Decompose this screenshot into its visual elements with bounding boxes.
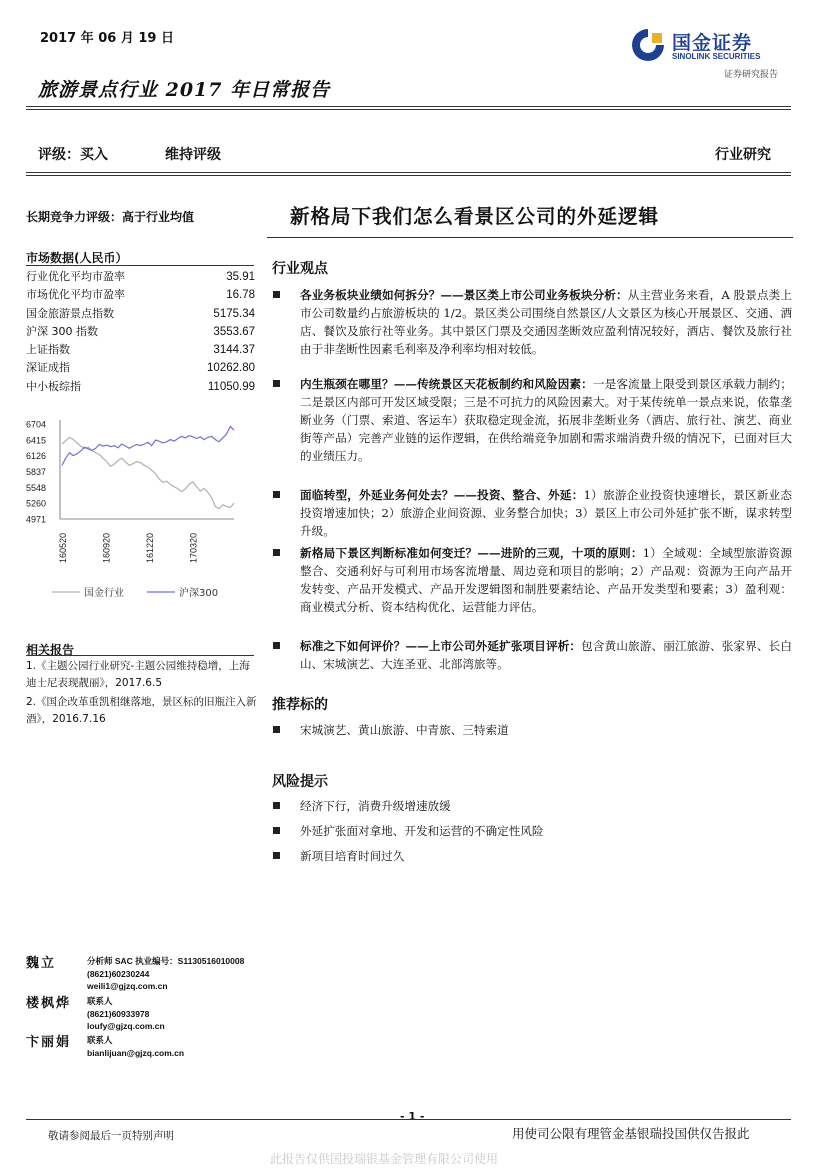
risk-text: 经济下行，消费升级增速放缓	[300, 799, 451, 813]
viewpoint-body: 一是客流量上限受到景区承载力制约；二是景区内部可开发区域受限；三是不可抗力的风险因素大。对于某传统单一景点来说，依靠垄断业务（门票、索道、客运车）获取稳定现金流，拓展非垄断业务（酒店、旅行社、演艺、商业街等产品）完善产业链的运作逻辑，在供给端竞争加剧和需求端消费升级的情况下，已面对巨大的业绩压力。	[300, 377, 792, 463]
viewpoint-item	[272, 375, 792, 465]
viewpoint-item	[272, 486, 792, 540]
header-rule-top	[26, 106, 791, 107]
section-industry-view: 行业观点	[272, 261, 328, 277]
viewpoint-lead: 面临转型，外延业务何处去？——投资、整合、外延：	[300, 488, 584, 502]
report-date: 2017 年 06 月 19 日	[40, 31, 174, 46]
recommend-item	[272, 721, 792, 739]
bullet-square-icon	[273, 852, 280, 859]
viewpoint-lead: 标准之下如何评价？——上市公司外延扩张项目评析：	[300, 639, 582, 653]
page-number: - 1 -	[400, 1110, 425, 1123]
series-line	[62, 426, 234, 465]
related-report-item[interactable]: 1.《主题公园行业研究-主题公园维持稳增，上海迪士尼表现靓丽》，2017.6.5	[26, 660, 250, 689]
long-term-rating: 长期竞争力评级：高于行业均值	[26, 210, 195, 224]
analyst-info	[87, 1034, 184, 1060]
market-data-title: 市场数据(人民币）	[26, 251, 128, 265]
y-tick-label: 4971	[26, 514, 47, 525]
y-tick-label: 5837	[26, 467, 47, 478]
bullet-square-icon	[273, 380, 280, 387]
section-risk: 风险提示	[272, 774, 328, 790]
y-tick-label: 6704	[26, 419, 47, 430]
viewpoint-lead: 新格局下景区判断标准如何变迁？——进阶的三观，十项的原则：	[300, 546, 643, 560]
report-title: 旅游景点行业 2017 年日常报告	[38, 79, 331, 101]
x-tick-label: 160920	[101, 532, 112, 563]
bullet-square-icon	[273, 549, 280, 556]
brand-name-cn: 国金证券	[672, 32, 753, 54]
viewpoint-text	[300, 375, 792, 465]
viewpoint-item	[272, 637, 792, 673]
analyst-info	[87, 995, 165, 1033]
report-type: 行业研究	[715, 147, 771, 163]
market-data-table	[26, 268, 255, 396]
market-row	[26, 378, 255, 396]
footer-watermark: 此报告仅供国投瑞银基金管理有限公司使用	[270, 1152, 499, 1166]
rating: 评级：买入	[38, 147, 108, 163]
viewpoint-body: 1）全域观：全域型旅游资源整合、交通利好与可利用市场客流增量、周边竞和项目的影响；2）产品观：资源为王向产品开发转变、产品开发模式、产品开发逻辑图和制胜要素结论、产品开发类型和要素；3）盈利观：商业模式分析、资本结构优化、运营能力评估。	[300, 546, 792, 614]
market-label: 上证指数	[26, 343, 70, 357]
bullet-square-icon	[273, 726, 280, 733]
analyst-info	[87, 955, 244, 993]
footer-note: 用使司公限有理管金基银瑞投国供仅告报此	[512, 1126, 750, 1141]
market-row	[26, 268, 255, 286]
market-row	[26, 305, 255, 323]
legend-label: 国金行业	[84, 588, 124, 599]
risk-text: 外延扩张面对拿地、开发和运营的不确定性风险	[300, 824, 544, 838]
brand-subtitle: 证券研究报告	[724, 70, 779, 80]
viewpoint-lead: 内生瓶颈在哪里？——传统景区天花板制约和风险因素：	[300, 377, 593, 391]
analyst-email[interactable]: bianlijuan@gjzq.com.cn	[87, 1048, 185, 1058]
x-tick-label: 161220	[145, 532, 155, 563]
related-report-item[interactable]: 2.《国企改革重凯相继落地，景区标的旧瓶注入新酒》，2016.7.16	[26, 696, 257, 725]
bullet-square-icon	[273, 827, 280, 834]
viewpoint-lead: 各业务板块业绩如何拆分？——景区类上市公司业务板块分析：	[300, 288, 628, 302]
market-label: 市场优化平均市盈率	[26, 288, 125, 302]
viewpoint-body: 1）旅游企业投资快速增长，景区新业态投资增速加快；2）旅游企业间资源、业务整合加快；3）景区上市公司外延扩张不断，谋求转型升级。	[300, 488, 792, 538]
analyst-phone: (8621)60230244	[87, 968, 150, 979]
market-value: 16.78	[226, 289, 255, 302]
risk-text: 新项目培育时间过久	[300, 849, 405, 863]
market-value: 10262.80	[207, 362, 255, 375]
market-value: 11050.99	[207, 380, 255, 393]
related-reports-rule	[26, 655, 254, 656]
x-tick-label: 170320	[188, 532, 199, 563]
section-recommend: 推荐标的	[272, 697, 328, 713]
recommend-text: 宋城演艺、黄山旅游、中青旅、三特索道	[300, 723, 509, 737]
market-label: 国金旅游景点指数	[26, 306, 114, 320]
market-label: 沪深 300 指数	[26, 324, 98, 338]
y-tick-label: 6415	[26, 435, 47, 446]
market-label: 中小板综指	[26, 379, 81, 393]
analyst-role: 分析师 SAC 执业编号：S1130516010008	[87, 956, 245, 966]
main-title-rule	[267, 237, 793, 238]
market-row	[26, 359, 255, 377]
bullet-square-icon	[273, 802, 280, 809]
viewpoint-body: 包含黄山旅游、丽江旅游、张家界、长白山、宋城演艺、大连圣亚、北部湾旅等。	[300, 639, 792, 671]
market-row	[26, 341, 255, 359]
brand-name-en: SINOLINK SECURITIES	[672, 52, 761, 61]
price-chart	[22, 412, 262, 608]
analyst-name: 楼枫烨	[26, 996, 72, 1011]
analyst-role: 联系人	[87, 1035, 113, 1045]
bullet-square-icon	[273, 491, 280, 498]
analyst-email[interactable]: weili1@gjzq.com.cn	[87, 981, 168, 991]
viewpoint-item	[272, 544, 792, 616]
legend-label: 沪深300	[179, 588, 219, 599]
market-label: 行业优化平均市盈率	[26, 270, 125, 283]
header-rule-bottom-2	[26, 175, 791, 176]
market-value: 5175.34	[213, 307, 255, 320]
market-row	[26, 323, 255, 341]
viewpoint-text	[300, 637, 792, 673]
analyst-name: 卞丽娟	[26, 1035, 72, 1050]
analyst-name: 魏立	[26, 956, 57, 971]
related-reports-title: 相关报告	[26, 643, 75, 657]
viewpoint-text	[300, 486, 792, 540]
x-tick-label: 160520	[58, 532, 68, 563]
footer-disclaimer: 敬请参阅最后一页特别声明	[48, 1130, 174, 1142]
bullet-square-icon	[273, 642, 280, 649]
bullet-square-icon	[273, 291, 280, 298]
market-value: 3553.67	[213, 325, 255, 338]
analyst-phone: (8621)60933978	[87, 1008, 150, 1019]
header-rule-top-2	[26, 109, 791, 110]
main-title: 新格局下我们怎么看景区公司的外延逻辑	[290, 205, 660, 228]
footer-rule	[26, 1119, 791, 1120]
viewpoint-body: 从主营业务来看，A 股景点类上市公司数量约占旅游板块的 1/2。景区类公司围绕自然景区/人文景区为核心开展景区、交通、酒店、餐饮及旅行社等业务。其中景区门票及交通因垄断效应盈利情况较好，酒店、餐饮及旅行社由于非垄断性因素毛利率及净利率均相对较低。	[300, 288, 792, 356]
risk-item	[272, 797, 792, 815]
viewpoint-text	[300, 544, 792, 616]
header-rule-bottom	[26, 172, 791, 173]
risk-item	[272, 822, 792, 840]
viewpoint-text	[300, 286, 792, 358]
risk-item	[272, 847, 792, 865]
market-value: 3144.37	[213, 344, 255, 357]
analyst-email[interactable]: loufy@gjzq.com.cn	[87, 1021, 165, 1031]
analyst-role: 联系人	[87, 996, 113, 1006]
market-label: 深证成指	[26, 361, 70, 375]
y-tick-label: 5260	[26, 498, 47, 509]
market-value: 35.91	[226, 271, 255, 283]
rating-action: 维持评级	[165, 147, 221, 163]
viewpoint-item	[272, 286, 792, 358]
y-tick-label: 6126	[26, 451, 47, 462]
market-row	[26, 286, 255, 304]
market-data-rule	[26, 265, 254, 266]
y-tick-label: 5548	[26, 482, 47, 493]
